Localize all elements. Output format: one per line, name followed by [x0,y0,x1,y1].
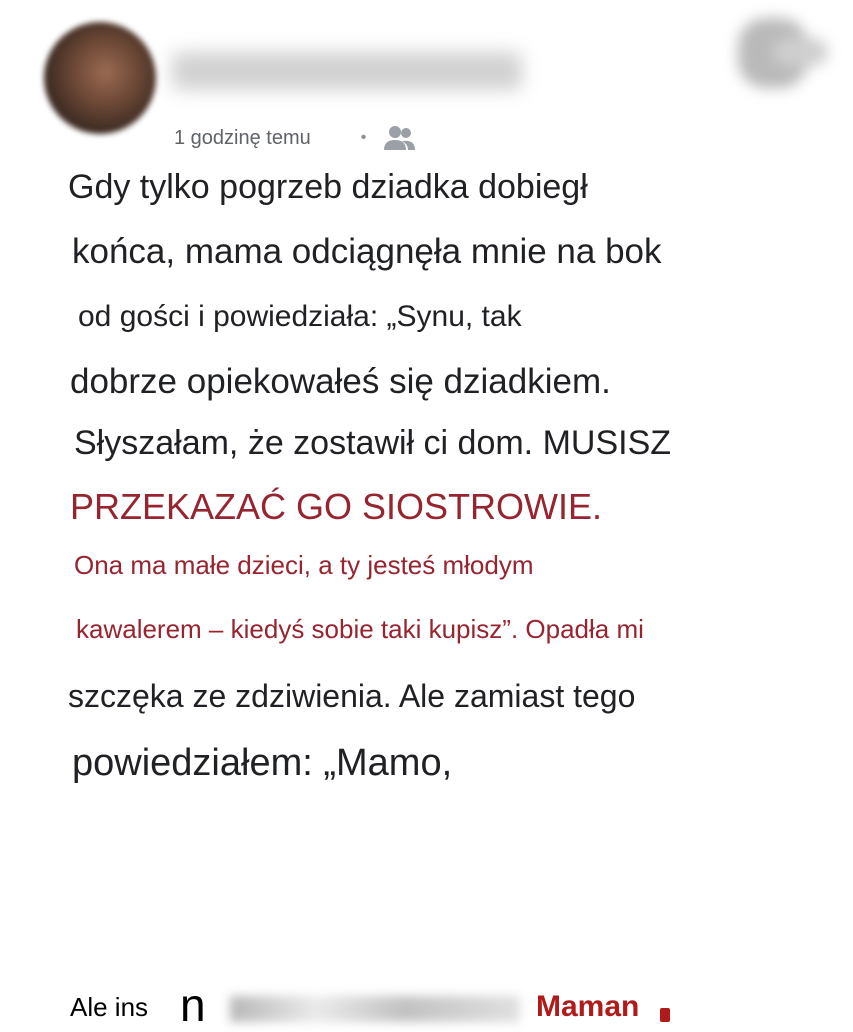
people-icon[interactable] [382,124,416,152]
post-text-line: powiedziałem: „Mamo, [72,742,453,784]
footer-blurred-text [230,996,520,1022]
footer-n-glyph: n [180,979,206,1031]
post-text-highlight: kawalerem – kiedyś sobie taki kupisz”. Opadła mi [76,614,644,644]
post-text-line: dobrze opiekowałeś się dziadkiem. [70,362,611,401]
post-text-highlight: PRZEKAZAĆ GO SIOSTROWIE. [70,486,603,527]
timestamp: 1 godzinę temu [174,126,311,149]
post-text-line: szczęka ze zdziwienia. Ale zamiast tego [68,678,636,714]
post-text-line: od gości i powiedziała: „Synu, tak [78,300,522,333]
post-text-line: Gdy tylko pogrzeb dziadka dobiegł [68,168,588,206]
footer-accent-mark [660,1008,670,1022]
footer-right-text: Maman [536,990,640,1023]
post-text-highlight: Ona ma małe dzieci, a ty jesteś młodym [74,550,534,580]
username-blurred[interactable] [172,52,522,90]
corner-logo-blurred [718,8,828,94]
post-text-line: Słyszałam, że zostawił ci dom. MUSISZ [74,424,672,462]
post-text-line: końca, mama odciągnęła mnie na bok [72,232,662,271]
footer-left-text: Ale ins [70,992,149,1022]
avatar[interactable] [44,22,156,134]
post-meta [174,124,416,152]
meta-separator: • [360,129,367,146]
